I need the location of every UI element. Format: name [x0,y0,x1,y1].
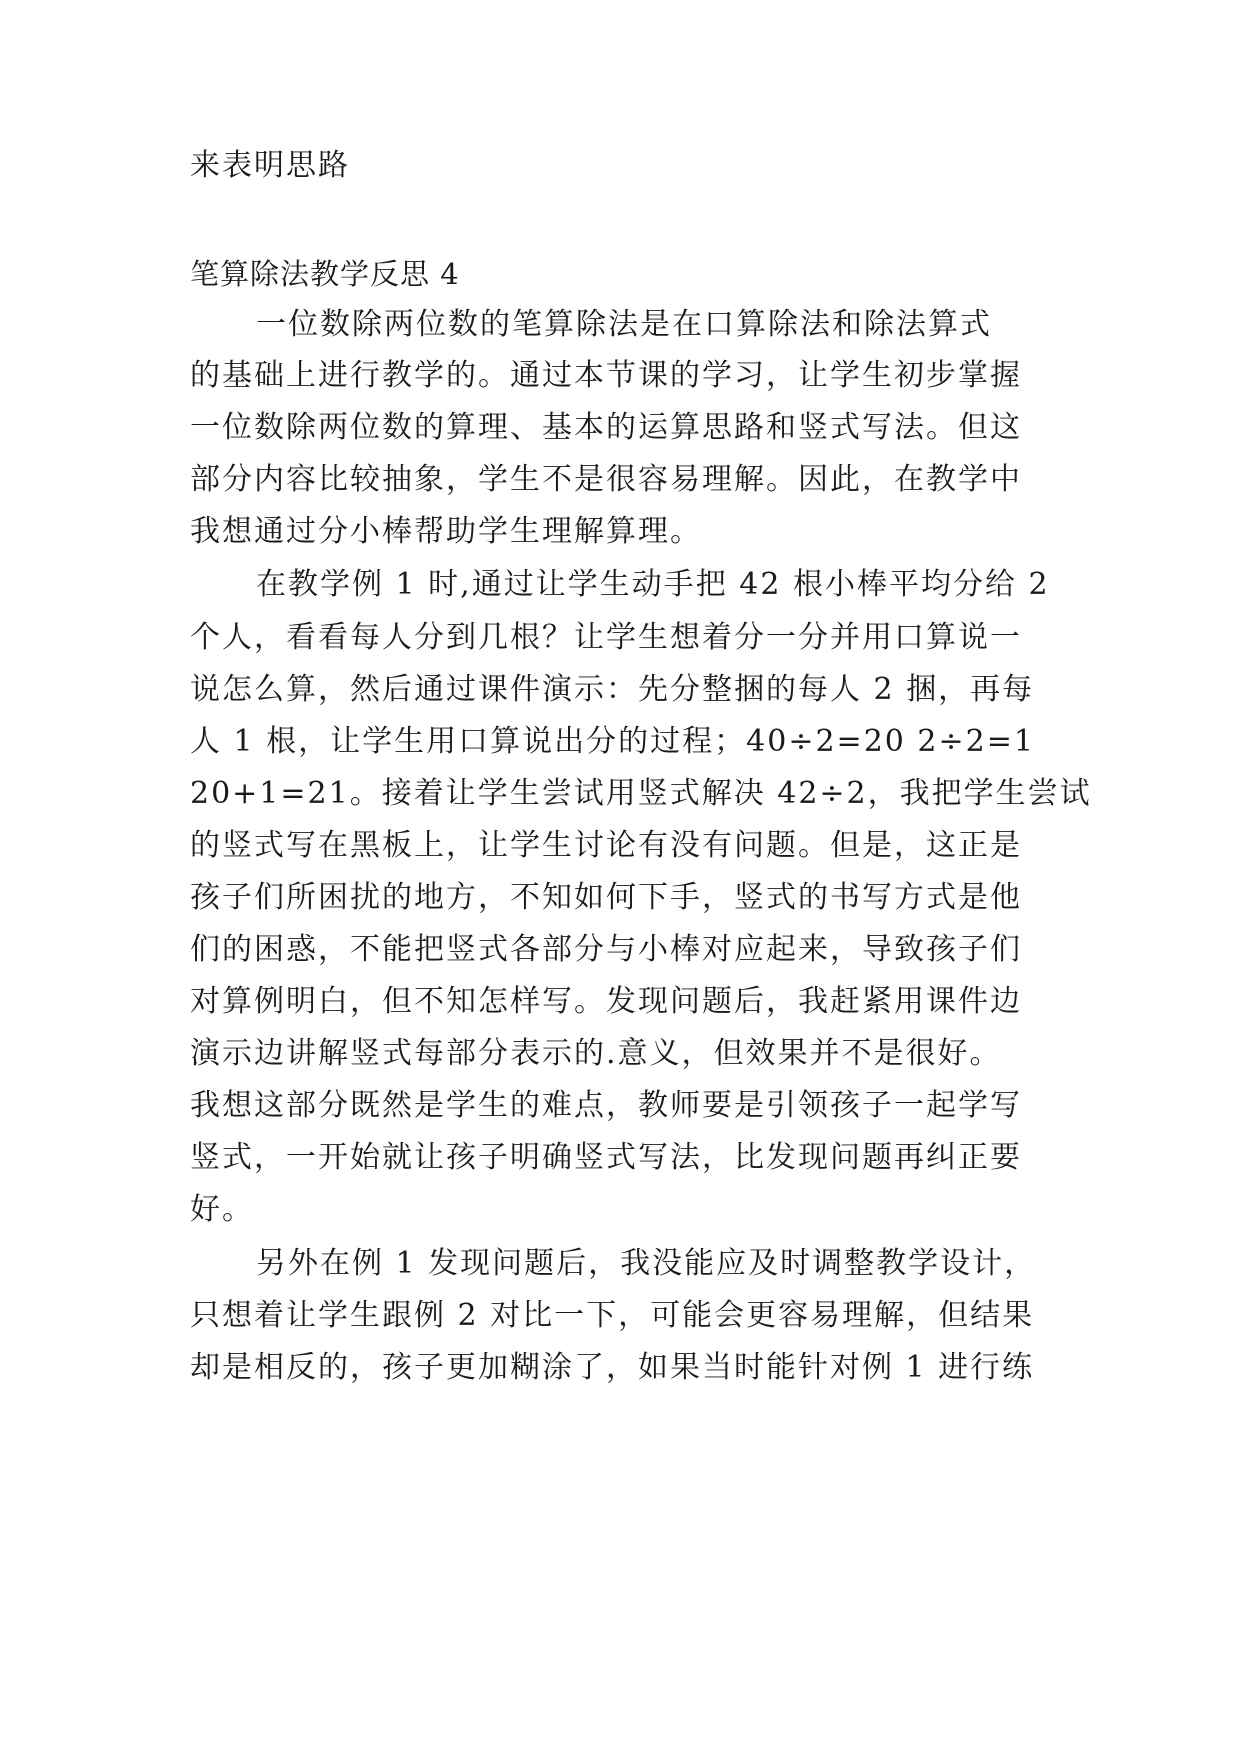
paragraph-2-line-11: 我想这部分既然是学生的难点，教师要是引领孩子一起学写 [190,1088,1022,1123]
paragraph-2-line-7: 孩子们所困扰的地方，不知如何下手，竖式的书写方式是他 [190,880,1022,915]
paragraph-1-line-3: 一位数除两位数的算理、基本的运算思路和竖式写法。但这 [190,410,1022,445]
paragraph-2-line-8: 们的困惑，不能把竖式各部分与小棒对应起来，导致孩子们 [190,932,1022,967]
paragraph-3-line-1: 另外在例 1 发现问题后，我没能应及时调整教学设计， [256,1246,1037,1281]
paragraph-2-line-2: 个人，看看每人分到几根？让学生想着分一分并用口算说一 [190,620,1022,655]
paragraph-2-line-1: 在教学例 1 时,通过让学生动手把 42 根小棒平均分给 2 [256,567,1050,602]
top-fragment-text: 来表明思路 [190,148,350,183]
paragraph-2-line-9: 对算例明白，但不知怎样写。发现问题后，我赶紧用课件边 [190,984,1022,1019]
paragraph-2-line-4: 人 1 根，让学生用口算说出分的过程；40÷2=20 2÷2=1 [190,724,1035,759]
paragraph-2-line-3: 说怎么算，然后通过课件演示：先分整捆的每人 2 捆，再每 [190,672,1035,707]
paragraph-2-line-5: 20+1=21。接着让学生尝试用竖式解决 42÷2，我把学生尝试 [190,776,1092,811]
paragraph-3-line-2: 只想着让学生跟例 2 对比一下，可能会更容易理解，但结果 [190,1298,1035,1333]
paragraph-1-line-4: 部分内容比较抽象，学生不是很容易理解。因此，在教学中 [190,462,1022,497]
section-title: 笔算除法教学反思 4 [190,257,460,291]
paragraph-2-line-6: 的竖式写在黑板上，让学生讨论有没有问题。但是，这正是 [190,828,1022,863]
paragraph-2-line-12: 竖式，一开始就让孩子明确竖式写法，比发现问题再纠正要 [190,1140,1022,1175]
paragraph-3-line-3: 却是相反的，孩子更加糊涂了，如果当时能针对例 1 进行练 [190,1350,1035,1385]
paragraph-1-line-5: 我想通过分小棒帮助学生理解算理。 [190,514,702,549]
paragraph-1-line-2: 的基础上进行教学的。通过本节课的学习，让学生初步掌握 [190,358,1022,393]
paragraph-2-line-10: 演示边讲解竖式每部分表示的.意义，但效果并不是很好。 [190,1036,1002,1071]
paragraph-1-line-1: 一位数除两位数的笔算除法是在口算除法和除法算式 [256,307,992,342]
paragraph-2-line-13: 好。 [190,1192,254,1227]
